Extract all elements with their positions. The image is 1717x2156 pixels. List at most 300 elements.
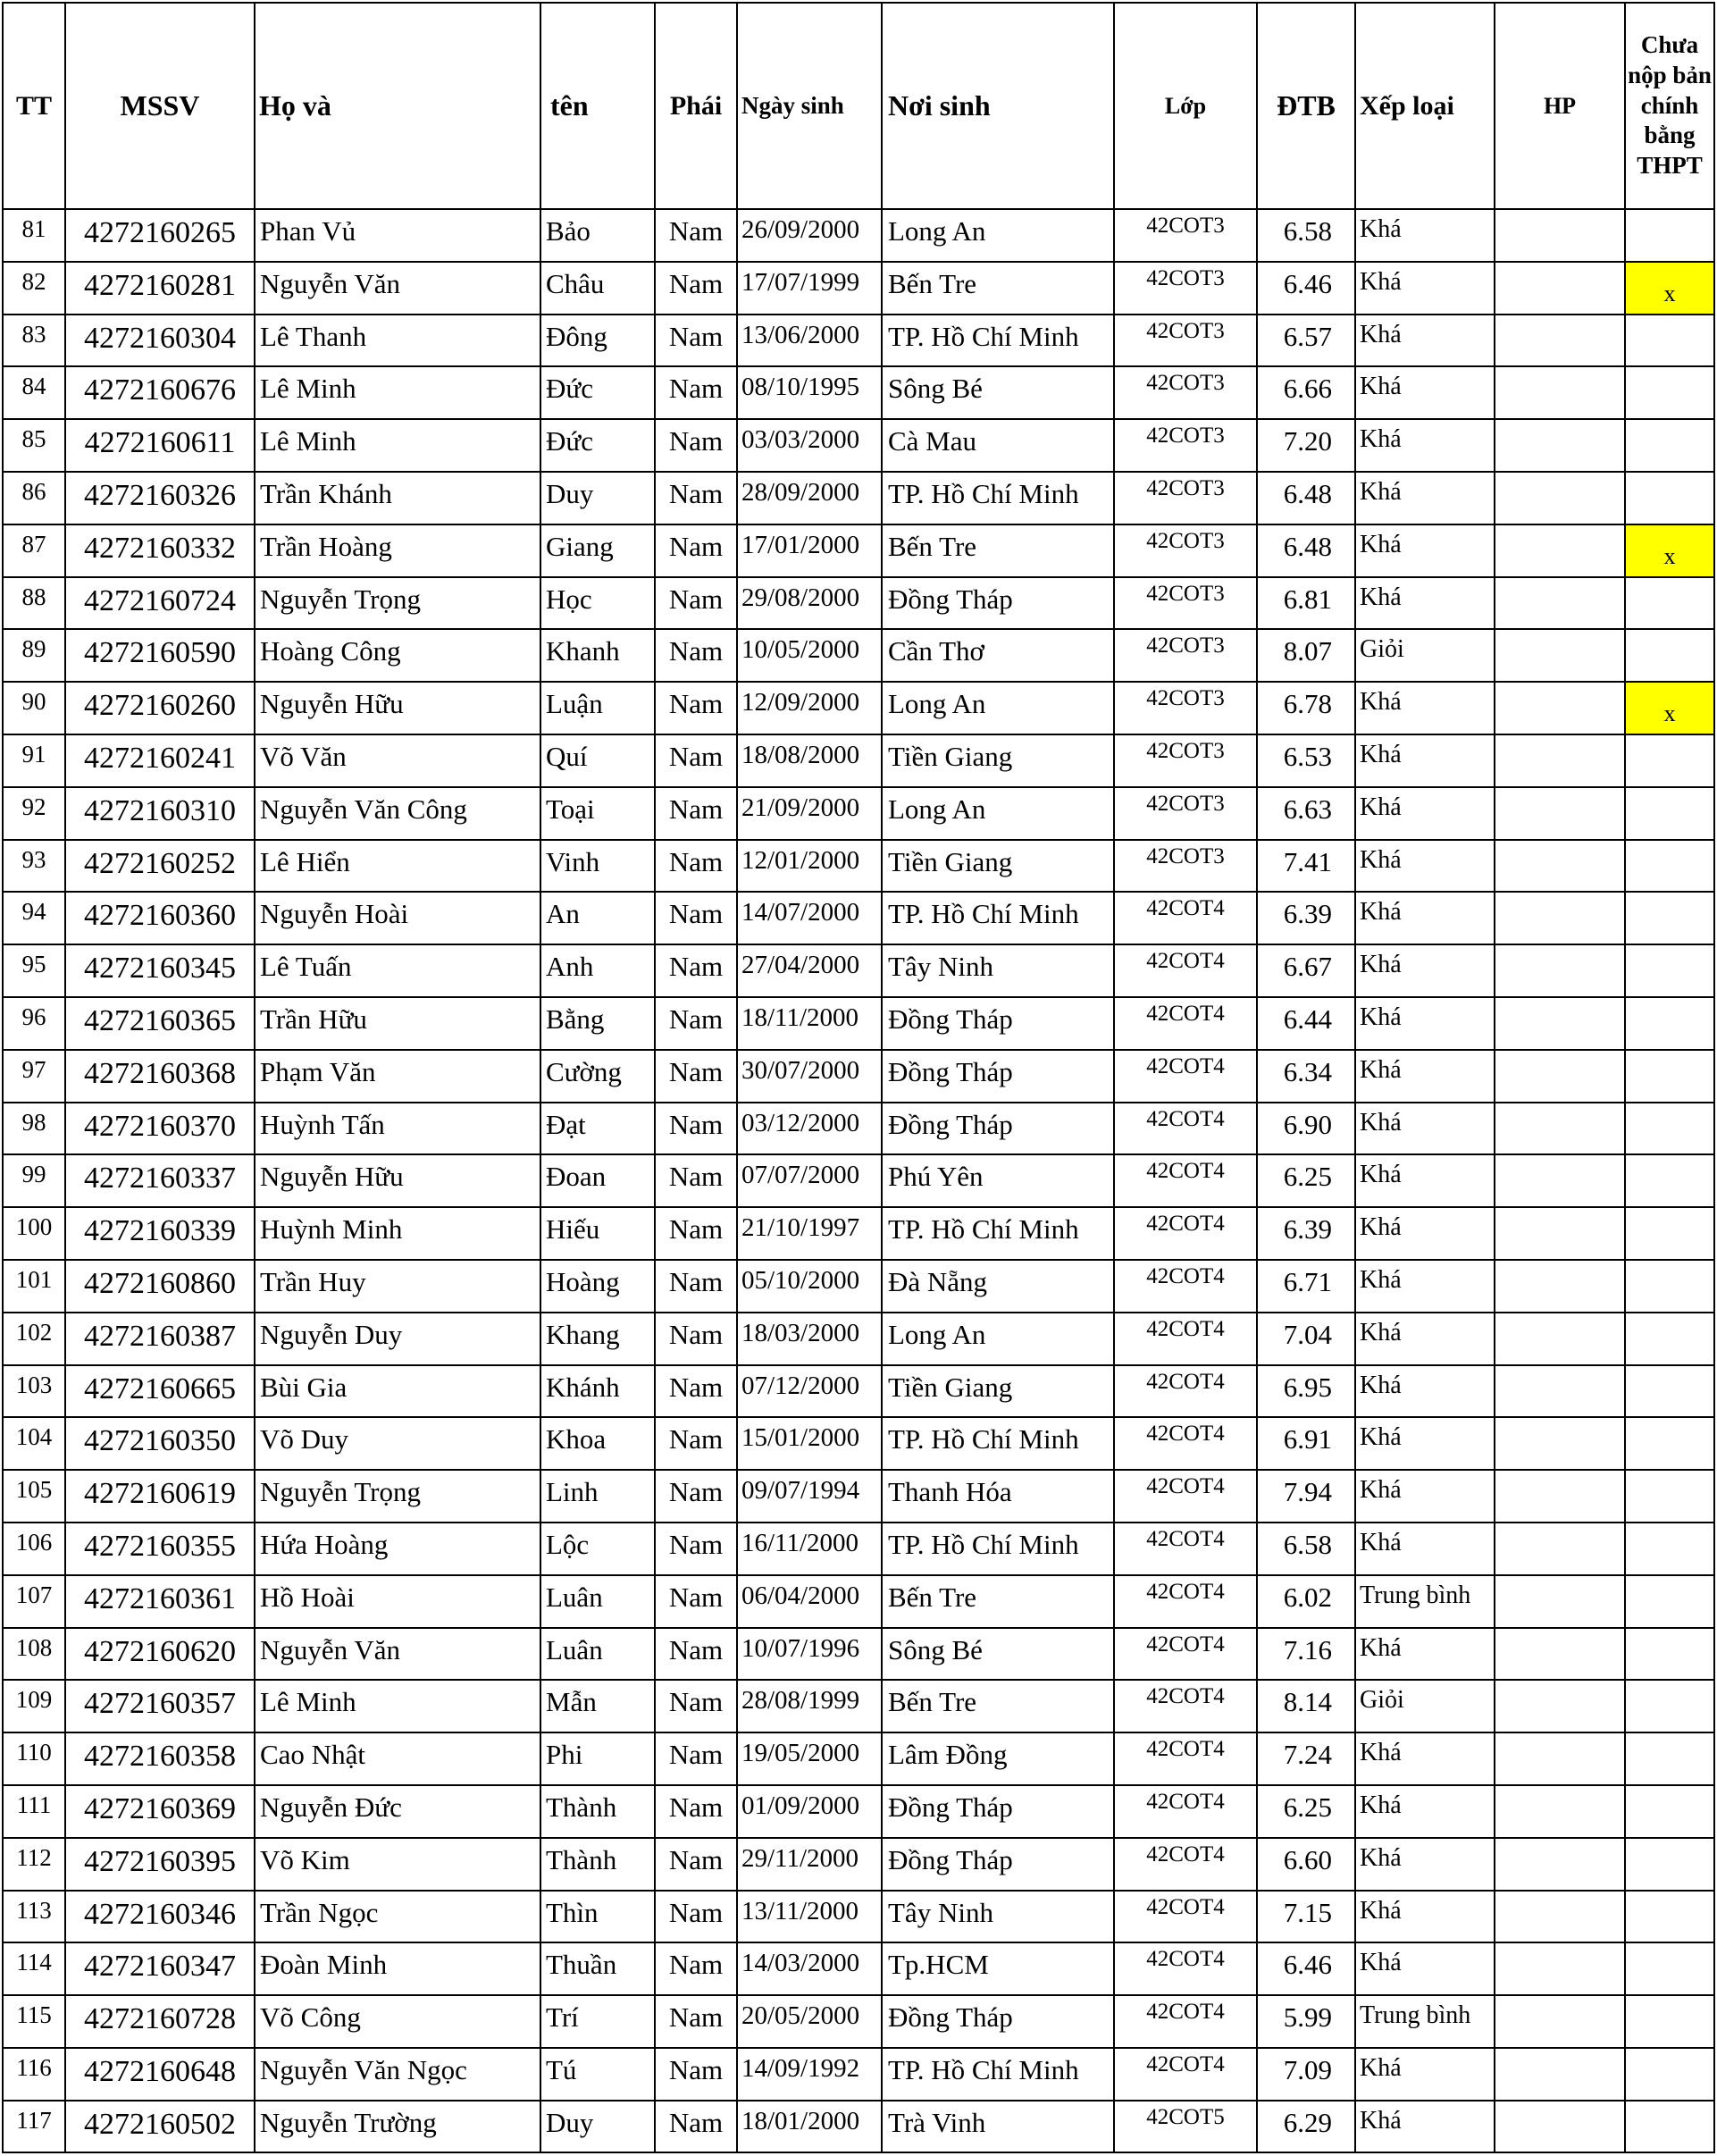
cell-ngay-sinh: 18/03/2000 — [737, 1313, 882, 1365]
cell-chua-nop — [1625, 1365, 1714, 1418]
cell-xep-loai: Khá — [1355, 419, 1495, 472]
cell-ten: Đức — [540, 366, 655, 419]
cell-mssv: 4272160252 — [65, 840, 255, 893]
cell-lop: 42COT3 — [1114, 315, 1257, 367]
cell-noi-sinh: Long An — [882, 787, 1114, 840]
cell-mssv: 4272160332 — [65, 524, 255, 577]
cell-noi-sinh: Đồng Tháp — [882, 1838, 1114, 1891]
cell-hp — [1495, 1103, 1625, 1155]
cell-chua-nop — [1625, 997, 1714, 1050]
cell-tt: 84 — [3, 366, 65, 419]
cell-ho-va: Phan Vủ — [255, 209, 540, 262]
cell-dtb: 7.04 — [1257, 1313, 1355, 1365]
cell-dtb: 6.90 — [1257, 1103, 1355, 1155]
cell-chua-nop — [1625, 1942, 1714, 1995]
cell-ho-va: Hồ Hoài — [255, 1575, 540, 1628]
cell-lop: 42COT3 — [1114, 366, 1257, 419]
cell-tt: 100 — [3, 1207, 65, 1260]
cell-xep-loai: Khá — [1355, 1103, 1495, 1155]
cell-tt: 94 — [3, 892, 65, 944]
cell-noi-sinh: Tiền Giang — [882, 734, 1114, 787]
cell-chua-nop — [1625, 1050, 1714, 1103]
cell-dtb: 6.02 — [1257, 1575, 1355, 1628]
cell-tt: 91 — [3, 734, 65, 787]
cell-chua-nop — [1625, 629, 1714, 682]
cell-noi-sinh: Bến Tre — [882, 262, 1114, 315]
cell-dtb: 6.39 — [1257, 1207, 1355, 1260]
cell-mssv: 4272160676 — [65, 366, 255, 419]
cell-noi-sinh: Long An — [882, 682, 1114, 734]
cell-lop: 42COT4 — [1114, 1050, 1257, 1103]
cell-xep-loai: Khá — [1355, 2101, 1495, 2153]
cell-ten: Linh — [540, 1470, 655, 1523]
table-row — [3, 1732, 1714, 1785]
cell-phai: Nam — [655, 524, 737, 577]
cell-ten: Cường — [540, 1050, 655, 1103]
cell-ten: Châu — [540, 262, 655, 315]
cell-ho-va: Nguyễn Duy — [255, 1313, 540, 1365]
cell-ten: Luận — [540, 682, 655, 734]
cell-hp — [1495, 1891, 1625, 1943]
cell-tt: 82 — [3, 262, 65, 315]
cell-noi-sinh: Tiền Giang — [882, 1365, 1114, 1418]
cell-lop: 42COT3 — [1114, 629, 1257, 682]
cell-xep-loai: Giỏi — [1355, 1680, 1495, 1732]
cell-hp — [1495, 2048, 1625, 2101]
cell-ho-va: Võ Duy — [255, 1417, 540, 1470]
table-row — [3, 1785, 1714, 1838]
cell-ho-va: Huỳnh Tấn — [255, 1103, 540, 1155]
cell-phai: Nam — [655, 892, 737, 944]
cell-phai: Nam — [655, 1838, 737, 1891]
cell-hp — [1495, 787, 1625, 840]
cell-phai: Nam — [655, 1154, 737, 1207]
cell-ten: Hiếu — [540, 1207, 655, 1260]
cell-tt: 103 — [3, 1365, 65, 1418]
cell-ho-va: Phạm Văn — [255, 1050, 540, 1103]
table-row — [3, 1995, 1714, 2048]
cell-hp — [1495, 1470, 1625, 1523]
cell-tt: 104 — [3, 1417, 65, 1470]
cell-ten: Bằng — [540, 997, 655, 1050]
cell-ngay-sinh: 29/11/2000 — [737, 1838, 882, 1891]
cell-ngay-sinh: 13/11/2000 — [737, 1891, 882, 1943]
cell-ngay-sinh: 18/08/2000 — [737, 734, 882, 787]
cell-ten: Đoan — [540, 1154, 655, 1207]
cell-ten: Vinh — [540, 840, 655, 893]
cell-ho-va: Lê Thanh — [255, 315, 540, 367]
cell-dtb: 6.57 — [1257, 315, 1355, 367]
cell-noi-sinh: Đồng Tháp — [882, 997, 1114, 1050]
cell-hp — [1495, 1995, 1625, 2048]
cell-mssv: 4272160728 — [65, 1995, 255, 2048]
student-table — [2, 2, 1715, 2153]
table-row — [3, 2101, 1714, 2153]
cell-chua-nop — [1625, 1785, 1714, 1838]
cell-hp — [1495, 1050, 1625, 1103]
cell-dtb: 6.81 — [1257, 577, 1355, 630]
cell-chua-nop — [1625, 1207, 1714, 1260]
cell-phai: Nam — [655, 1942, 737, 1995]
cell-ten: An — [540, 892, 655, 944]
cell-ho-va: Hoàng Công — [255, 629, 540, 682]
cell-dtb: 6.71 — [1257, 1260, 1355, 1313]
table-row — [3, 682, 1714, 734]
table-row — [3, 419, 1714, 472]
cell-mssv: 4272160370 — [65, 1103, 255, 1155]
cell-noi-sinh: TP. Hồ Chí Minh — [882, 472, 1114, 524]
cell-hp — [1495, 1785, 1625, 1838]
cell-chua-nop — [1625, 1628, 1714, 1681]
cell-ho-va: Trần Khánh — [255, 472, 540, 524]
cell-mssv: 4272160590 — [65, 629, 255, 682]
cell-hp — [1495, 1207, 1625, 1260]
cell-mssv: 4272160361 — [65, 1575, 255, 1628]
cell-xep-loai: Khá — [1355, 577, 1495, 630]
cell-hp — [1495, 629, 1625, 682]
cell-chua-nop — [1625, 1575, 1714, 1628]
cell-phai: Nam — [655, 682, 737, 734]
cell-ten: Lộc — [540, 1523, 655, 1575]
cell-chua-nop — [1625, 1995, 1714, 2048]
cell-ho-va: Nguyễn Văn Ngọc — [255, 2048, 540, 2101]
cell-tt: 85 — [3, 419, 65, 472]
cell-tt: 117 — [3, 2101, 65, 2153]
cell-hp — [1495, 682, 1625, 734]
cell-ten: Toại — [540, 787, 655, 840]
cell-ngay-sinh: 06/04/2000 — [737, 1575, 882, 1628]
table-row — [3, 629, 1714, 682]
cell-mssv: 4272160502 — [65, 2101, 255, 2153]
cell-lop: 42COT3 — [1114, 577, 1257, 630]
cell-noi-sinh: Long An — [882, 209, 1114, 262]
cell-ho-va: Nguyễn Văn — [255, 262, 540, 315]
cell-mssv: 4272160368 — [65, 1050, 255, 1103]
cell-hp — [1495, 1260, 1625, 1313]
cell-chua-nop — [1625, 577, 1714, 630]
cell-phai: Nam — [655, 472, 737, 524]
cell-xep-loai: Khá — [1355, 1785, 1495, 1838]
cell-xep-loai: Khá — [1355, 1417, 1495, 1470]
cell-ho-va: Nguyễn Hữu — [255, 682, 540, 734]
cell-ngay-sinh: 14/03/2000 — [737, 1942, 882, 1995]
cell-chua-nop — [1625, 1838, 1714, 1891]
cell-dtb: 6.53 — [1257, 734, 1355, 787]
cell-phai: Nam — [655, 1103, 737, 1155]
table-row — [3, 1417, 1714, 1470]
cell-ngay-sinh: 07/12/2000 — [737, 1365, 882, 1418]
cell-xep-loai: Khá — [1355, 997, 1495, 1050]
cell-xep-loai: Giỏi — [1355, 629, 1495, 682]
cell-xep-loai: Khá — [1355, 1523, 1495, 1575]
cell-noi-sinh: Đồng Tháp — [882, 1785, 1114, 1838]
cell-mssv: 4272160345 — [65, 944, 255, 997]
cell-ngay-sinh: 15/01/2000 — [737, 1417, 882, 1470]
cell-dtb: 5.99 — [1257, 1995, 1355, 2048]
cell-ngay-sinh: 29/08/2000 — [737, 577, 882, 630]
cell-dtb: 6.58 — [1257, 1523, 1355, 1575]
cell-dtb: 6.46 — [1257, 262, 1355, 315]
cell-chua-nop — [1625, 315, 1714, 367]
cell-lop: 42COT4 — [1114, 944, 1257, 997]
cell-dtb: 6.95 — [1257, 1365, 1355, 1418]
cell-tt: 93 — [3, 840, 65, 893]
cell-tt: 108 — [3, 1628, 65, 1681]
cell-ten: Học — [540, 577, 655, 630]
cell-noi-sinh: TP. Hồ Chí Minh — [882, 1207, 1114, 1260]
cell-tt: 116 — [3, 2048, 65, 2101]
cell-ho-va: Trần Hoàng — [255, 524, 540, 577]
cell-hp — [1495, 1732, 1625, 1785]
cell-lop: 42COT4 — [1114, 1891, 1257, 1943]
cell-lop: 42COT4 — [1114, 1365, 1257, 1418]
cell-ngay-sinh: 03/03/2000 — [737, 419, 882, 472]
header-hp: HP — [1495, 3, 1625, 209]
cell-phai: Nam — [655, 1995, 737, 2048]
cell-xep-loai: Khá — [1355, 1838, 1495, 1891]
table-row — [3, 1891, 1714, 1943]
cell-hp — [1495, 1942, 1625, 1995]
cell-ten: Duy — [540, 472, 655, 524]
cell-noi-sinh: Bến Tre — [882, 524, 1114, 577]
cell-lop: 42COT4 — [1114, 1417, 1257, 1470]
cell-noi-sinh: Cần Thơ — [882, 629, 1114, 682]
cell-phai: Nam — [655, 1417, 737, 1470]
cell-hp — [1495, 524, 1625, 577]
cell-dtb: 7.15 — [1257, 1891, 1355, 1943]
cell-phai: Nam — [655, 1050, 737, 1103]
table-row — [3, 1260, 1714, 1313]
cell-dtb: 6.34 — [1257, 1050, 1355, 1103]
cell-chua-nop: x — [1625, 262, 1714, 315]
cell-hp — [1495, 1154, 1625, 1207]
header-chua-nop: Chưa nộp bản chính bằng THPT — [1625, 3, 1714, 209]
cell-hp — [1495, 1838, 1625, 1891]
cell-tt: 95 — [3, 944, 65, 997]
cell-noi-sinh: TP. Hồ Chí Minh — [882, 1523, 1114, 1575]
cell-lop: 42COT4 — [1114, 1154, 1257, 1207]
cell-tt: 102 — [3, 1313, 65, 1365]
header-ngay-sinh: Ngày sinh — [737, 3, 882, 209]
cell-dtb: 7.94 — [1257, 1470, 1355, 1523]
cell-ngay-sinh: 08/10/1995 — [737, 366, 882, 419]
cell-mssv: 4272160365 — [65, 997, 255, 1050]
cell-lop: 42COT4 — [1114, 892, 1257, 944]
cell-ten: Đông — [540, 315, 655, 367]
cell-chua-nop — [1625, 472, 1714, 524]
table-row — [3, 1050, 1714, 1103]
cell-dtb: 6.91 — [1257, 1417, 1355, 1470]
cell-ten: Hoàng — [540, 1260, 655, 1313]
cell-lop: 42COT3 — [1114, 840, 1257, 893]
cell-noi-sinh: Tây Ninh — [882, 944, 1114, 997]
cell-noi-sinh: Sông Bé — [882, 1628, 1114, 1681]
cell-dtb: 6.39 — [1257, 892, 1355, 944]
cell-dtb: 6.58 — [1257, 209, 1355, 262]
cell-lop: 42COT3 — [1114, 787, 1257, 840]
cell-mssv: 4272160665 — [65, 1365, 255, 1418]
cell-xep-loai: Khá — [1355, 1942, 1495, 1995]
cell-mssv: 4272160326 — [65, 472, 255, 524]
cell-ho-va: Nguyễn Trường — [255, 2101, 540, 2153]
cell-phai: Nam — [655, 734, 737, 787]
cell-hp — [1495, 315, 1625, 367]
cell-dtb: 7.16 — [1257, 1628, 1355, 1681]
cell-xep-loai: Khá — [1355, 1470, 1495, 1523]
table-row — [3, 472, 1714, 524]
cell-hp — [1495, 209, 1625, 262]
cell-ngay-sinh: 20/05/2000 — [737, 1995, 882, 2048]
cell-ho-va: Trần Hữu — [255, 997, 540, 1050]
cell-lop: 42COT4 — [1114, 1628, 1257, 1681]
cell-chua-nop — [1625, 1891, 1714, 1943]
cell-xep-loai: Khá — [1355, 1313, 1495, 1365]
cell-ten: Luân — [540, 1628, 655, 1681]
cell-mssv: 4272160387 — [65, 1313, 255, 1365]
cell-ngay-sinh: 21/09/2000 — [737, 787, 882, 840]
cell-hp — [1495, 472, 1625, 524]
cell-xep-loai: Khá — [1355, 524, 1495, 577]
table-row — [3, 1103, 1714, 1155]
cell-tt: 89 — [3, 629, 65, 682]
cell-ngay-sinh: 14/07/2000 — [737, 892, 882, 944]
cell-ngay-sinh: 12/09/2000 — [737, 682, 882, 734]
cell-lop: 42COT4 — [1114, 1313, 1257, 1365]
cell-ten: Phi — [540, 1732, 655, 1785]
cell-ten: Bảo — [540, 209, 655, 262]
cell-mssv: 4272160360 — [65, 892, 255, 944]
cell-tt: 83 — [3, 315, 65, 367]
cell-hp — [1495, 1313, 1625, 1365]
cell-noi-sinh: TP. Hồ Chí Minh — [882, 1417, 1114, 1470]
cell-dtb: 6.63 — [1257, 787, 1355, 840]
cell-mssv: 4272160395 — [65, 1838, 255, 1891]
cell-xep-loai: Khá — [1355, 1628, 1495, 1681]
cell-ngay-sinh: 14/09/1992 — [737, 2048, 882, 2101]
cell-dtb: 6.44 — [1257, 997, 1355, 1050]
cell-hp — [1495, 1680, 1625, 1732]
header-xep-loai: Xếp loại — [1355, 3, 1495, 209]
cell-ngay-sinh: 12/01/2000 — [737, 840, 882, 893]
cell-noi-sinh: Bến Tre — [882, 1680, 1114, 1732]
cell-lop: 42COT4 — [1114, 1575, 1257, 1628]
cell-mssv: 4272160339 — [65, 1207, 255, 1260]
table-row — [3, 734, 1714, 787]
cell-xep-loai: Trung bình — [1355, 1995, 1495, 2048]
table-row — [3, 1575, 1714, 1628]
header-ho-va: Họ và — [255, 3, 540, 209]
cell-tt: 101 — [3, 1260, 65, 1313]
cell-noi-sinh: Đồng Tháp — [882, 577, 1114, 630]
cell-phai: Nam — [655, 1628, 737, 1681]
cell-ten: Khanh — [540, 629, 655, 682]
cell-xep-loai: Khá — [1355, 1732, 1495, 1785]
cell-hp — [1495, 366, 1625, 419]
cell-hp — [1495, 944, 1625, 997]
cell-ngay-sinh: 21/10/1997 — [737, 1207, 882, 1260]
cell-tt: 114 — [3, 1942, 65, 1995]
cell-mssv: 4272160347 — [65, 1942, 255, 1995]
cell-lop: 42COT4 — [1114, 1732, 1257, 1785]
cell-mssv: 4272160310 — [65, 787, 255, 840]
cell-ngay-sinh: 28/09/2000 — [737, 472, 882, 524]
table-row — [3, 944, 1714, 997]
cell-phai: Nam — [655, 1523, 737, 1575]
cell-xep-loai: Khá — [1355, 262, 1495, 315]
cell-dtb: 6.48 — [1257, 472, 1355, 524]
cell-ten: Mẫn — [540, 1680, 655, 1732]
cell-chua-nop — [1625, 892, 1714, 944]
cell-xep-loai: Khá — [1355, 2048, 1495, 2101]
cell-chua-nop — [1625, 2101, 1714, 2153]
table-row — [3, 1523, 1714, 1575]
cell-phai: Nam — [655, 997, 737, 1050]
cell-tt: 113 — [3, 1891, 65, 1943]
cell-lop: 42COT4 — [1114, 1470, 1257, 1523]
cell-tt: 107 — [3, 1575, 65, 1628]
cell-xep-loai: Khá — [1355, 315, 1495, 367]
cell-ho-va: Cao Nhật — [255, 1732, 540, 1785]
table-row — [3, 997, 1714, 1050]
cell-dtb: 7.20 — [1257, 419, 1355, 472]
cell-lop: 42COT4 — [1114, 2048, 1257, 2101]
cell-noi-sinh: Bến Tre — [882, 1575, 1114, 1628]
cell-ten: Đức — [540, 419, 655, 472]
cell-tt: 109 — [3, 1680, 65, 1732]
cell-phai: Nam — [655, 577, 737, 630]
cell-lop: 42COT5 — [1114, 2101, 1257, 2153]
cell-xep-loai: Khá — [1355, 1154, 1495, 1207]
cell-phai: Nam — [655, 262, 737, 315]
cell-ngay-sinh: 07/07/2000 — [737, 1154, 882, 1207]
cell-dtb: 7.24 — [1257, 1732, 1355, 1785]
cell-hp — [1495, 840, 1625, 893]
cell-ngay-sinh: 01/09/2000 — [737, 1785, 882, 1838]
cell-lop: 42COT3 — [1114, 209, 1257, 262]
cell-noi-sinh: Tây Ninh — [882, 1891, 1114, 1943]
cell-tt: 88 — [3, 577, 65, 630]
cell-mssv: 4272160281 — [65, 262, 255, 315]
cell-ngay-sinh: 10/07/1996 — [737, 1628, 882, 1681]
cell-dtb: 6.29 — [1257, 2101, 1355, 2153]
cell-noi-sinh: Sông Bé — [882, 366, 1114, 419]
cell-chua-nop — [1625, 1103, 1714, 1155]
table-row — [3, 892, 1714, 944]
cell-ten: Thành — [540, 1785, 655, 1838]
cell-tt: 99 — [3, 1154, 65, 1207]
cell-chua-nop — [1625, 1680, 1714, 1732]
cell-ngay-sinh: 19/05/2000 — [737, 1732, 882, 1785]
cell-lop: 42COT4 — [1114, 1103, 1257, 1155]
cell-mssv: 4272160369 — [65, 1785, 255, 1838]
cell-tt: 90 — [3, 682, 65, 734]
cell-ten: Thành — [540, 1838, 655, 1891]
cell-phai: Nam — [655, 315, 737, 367]
cell-chua-nop — [1625, 1154, 1714, 1207]
cell-hp — [1495, 577, 1625, 630]
cell-phai: Nam — [655, 1365, 737, 1418]
cell-noi-sinh: Cà Mau — [882, 419, 1114, 472]
cell-noi-sinh: Tiền Giang — [882, 840, 1114, 893]
cell-ngay-sinh: 16/11/2000 — [737, 1523, 882, 1575]
cell-ho-va: Nguyễn Đức — [255, 1785, 540, 1838]
cell-chua-nop — [1625, 366, 1714, 419]
cell-noi-sinh: Đồng Tháp — [882, 1995, 1114, 2048]
cell-noi-sinh: Trà Vinh — [882, 2101, 1114, 2153]
cell-chua-nop — [1625, 787, 1714, 840]
cell-chua-nop — [1625, 2048, 1714, 2101]
table-row — [3, 840, 1714, 893]
